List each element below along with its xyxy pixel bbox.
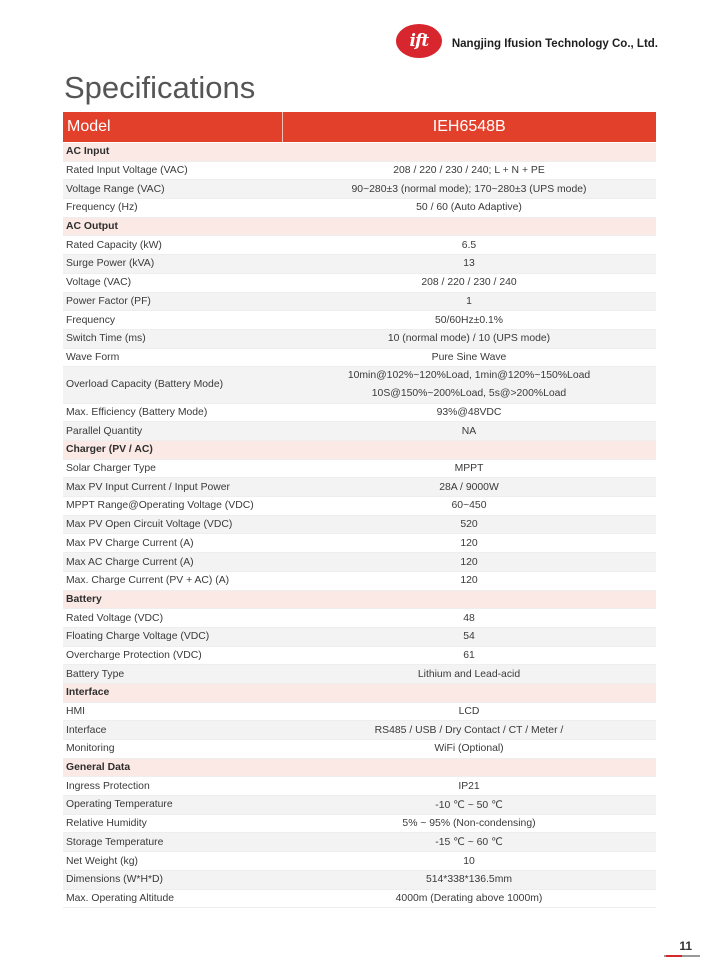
- spec-value: 93%@48VDC: [282, 403, 656, 422]
- table-row: [63, 740, 656, 759]
- spec-value: 120: [282, 553, 656, 572]
- table-row: [63, 329, 656, 348]
- section-title: AC Output: [63, 217, 656, 236]
- spec-value: 6.5: [282, 236, 656, 255]
- spec-label: Storage Temperature: [63, 833, 282, 852]
- spec-value: 208 / 220 / 230 / 240: [282, 273, 656, 292]
- table-row: [63, 273, 656, 292]
- spec-value: IP21: [282, 777, 656, 796]
- page-header: [396, 24, 658, 58]
- page-number: 11: [679, 939, 692, 953]
- spec-label: Overload Capacity (Battery Mode): [63, 367, 282, 403]
- table-row: [63, 311, 656, 330]
- spec-label: Solar Charger Type: [63, 459, 282, 478]
- table-row: [63, 403, 656, 422]
- table-row: [63, 777, 656, 796]
- spec-value: LCD: [282, 702, 656, 721]
- spec-label: Rated Voltage (VDC): [63, 609, 282, 628]
- table-row: [63, 459, 656, 478]
- section-row: [63, 217, 656, 236]
- table-row: [63, 255, 656, 274]
- table-row: [63, 852, 656, 871]
- spec-label: Net Weight (kg): [63, 852, 282, 871]
- spec-value: 520: [282, 515, 656, 534]
- spec-value: 1: [282, 292, 656, 311]
- model-header: Model: [63, 112, 282, 143]
- spec-value: NA: [282, 422, 656, 441]
- table-row: [63, 609, 656, 628]
- table-row: [63, 422, 656, 441]
- table-row: [63, 889, 656, 908]
- spec-value: 60~450: [282, 497, 656, 516]
- table-row: [63, 367, 656, 403]
- spec-value-line: 10S@150%~200%Load, 5s@>200%Load: [371, 387, 567, 399]
- spec-value: Pure Sine Wave: [282, 348, 656, 367]
- spec-label: Parallel Quantity: [63, 422, 282, 441]
- spec-label: Floating Charge Voltage (VDC): [63, 627, 282, 646]
- spec-label: Max. Charge Current (PV + AC) (A): [63, 571, 282, 590]
- section-title: Interface: [63, 683, 656, 702]
- section-title: General Data: [63, 758, 656, 777]
- spec-value: Lithium and Lead-acid: [282, 665, 656, 684]
- spec-label: Switch Time (ms): [63, 329, 282, 348]
- spec-label: Overcharge Protection (VDC): [63, 646, 282, 665]
- spec-value: 120: [282, 571, 656, 590]
- model-value-header: IEH6548B: [282, 112, 656, 143]
- table-row: [63, 478, 656, 497]
- spec-label: Interface: [63, 721, 282, 740]
- spec-value: 514*338*136.5mm: [282, 870, 656, 889]
- spec-label: Surge Power (kVA): [63, 255, 282, 274]
- table-row: [63, 833, 656, 852]
- spec-label: Dimensions (W*H*D): [63, 870, 282, 889]
- spec-value: 28A / 9000W: [282, 478, 656, 497]
- spec-label: Rated Input Voltage (VAC): [63, 161, 282, 180]
- spec-value: 61: [282, 646, 656, 665]
- spec-label: Max. Operating Altitude: [63, 889, 282, 908]
- spec-value: 10: [282, 852, 656, 871]
- table-row: [63, 702, 656, 721]
- spec-label: Ingress Protection: [63, 777, 282, 796]
- section-row: [63, 143, 656, 162]
- spec-label: Max. Efficiency (Battery Mode): [63, 403, 282, 422]
- table-row: [63, 571, 656, 590]
- spec-value: -10 ℃ ~ 50 ℃: [282, 796, 656, 815]
- spec-value: 10 (normal mode) / 10 (UPS mode): [282, 329, 656, 348]
- page-number-accent: [666, 955, 682, 957]
- spec-value: 4000m (Derating above 1000m): [282, 889, 656, 908]
- table-row: [63, 721, 656, 740]
- section-row: [63, 441, 656, 460]
- spec-label: Operating Temperature: [63, 796, 282, 815]
- specifications-table: [63, 112, 656, 908]
- spec-value: 54: [282, 627, 656, 646]
- spec-label: Relative Humidity: [63, 814, 282, 833]
- section-row: [63, 683, 656, 702]
- spec-label: Wave Form: [63, 348, 282, 367]
- spec-value: 208 / 220 / 230 / 240; L + N + PE: [282, 161, 656, 180]
- spec-label: Monitoring: [63, 740, 282, 759]
- table-row: [63, 180, 656, 199]
- table-row: [63, 199, 656, 218]
- section-title: Charger (PV / AC): [63, 441, 656, 460]
- spec-label: Frequency (Hz): [63, 199, 282, 218]
- spec-value: 90~280±3 (normal mode); 170~280±3 (UPS mode): [282, 180, 656, 199]
- spec-label: HMI: [63, 702, 282, 721]
- spec-label: MPPT Range@Operating Voltage (VDC): [63, 497, 282, 516]
- spec-value: RS485 / USB / Dry Contact / CT / Meter /: [282, 721, 656, 740]
- table-header-row: [63, 112, 656, 143]
- spec-label: Max PV Open Circuit Voltage (VDC): [63, 515, 282, 534]
- spec-value: WiFi (Optional): [282, 740, 656, 759]
- table-row: [63, 515, 656, 534]
- spec-value: 120: [282, 534, 656, 553]
- table-row: [63, 292, 656, 311]
- spec-label: Max PV Charge Current (A): [63, 534, 282, 553]
- company-name: Nangjing Ifusion Technology Co., Ltd.: [451, 38, 658, 50]
- section-row: [63, 590, 656, 609]
- spec-label: Voltage (VAC): [63, 273, 282, 292]
- table-row: [63, 534, 656, 553]
- table-body: [63, 143, 656, 908]
- page-title: Specifications: [64, 70, 256, 105]
- table-row: [63, 870, 656, 889]
- table-row: [63, 646, 656, 665]
- spec-value: 13: [282, 255, 656, 274]
- spec-label: Max AC Charge Current (A): [63, 553, 282, 572]
- table-row: [63, 796, 656, 815]
- spec-value: [282, 367, 656, 403]
- spec-label: Max PV Input Current / Input Power: [63, 478, 282, 497]
- spec-value-line: 10min@102%~120%Load, 1min@120%~150%Load: [347, 370, 591, 382]
- table-row: [63, 348, 656, 367]
- table-row: [63, 497, 656, 516]
- spec-label: Battery Type: [63, 665, 282, 684]
- spec-label: Rated Capacity (kW): [63, 236, 282, 255]
- table-row: [63, 627, 656, 646]
- table-row: [63, 814, 656, 833]
- table-row: [63, 161, 656, 180]
- table-row: [63, 236, 656, 255]
- spec-value: 48: [282, 609, 656, 628]
- table-row: [63, 553, 656, 572]
- spec-label: Voltage Range (VAC): [63, 180, 282, 199]
- spec-value: 5% ~ 95% (Non-condensing): [282, 814, 656, 833]
- spec-label: Frequency: [63, 311, 282, 330]
- spec-value: 50 / 60 (Auto Adaptive): [282, 199, 656, 218]
- section-title: AC Input: [63, 143, 656, 162]
- spec-value: 50/60Hz±0.1%: [282, 311, 656, 330]
- spec-value: MPPT: [282, 459, 656, 478]
- table-row: [63, 665, 656, 684]
- spec-value: -15 ℃ ~ 60 ℃: [282, 833, 656, 852]
- section-row: [63, 758, 656, 777]
- company-logo: ift: [396, 24, 442, 58]
- spec-label: Power Factor (PF): [63, 292, 282, 311]
- section-title: Battery: [63, 590, 656, 609]
